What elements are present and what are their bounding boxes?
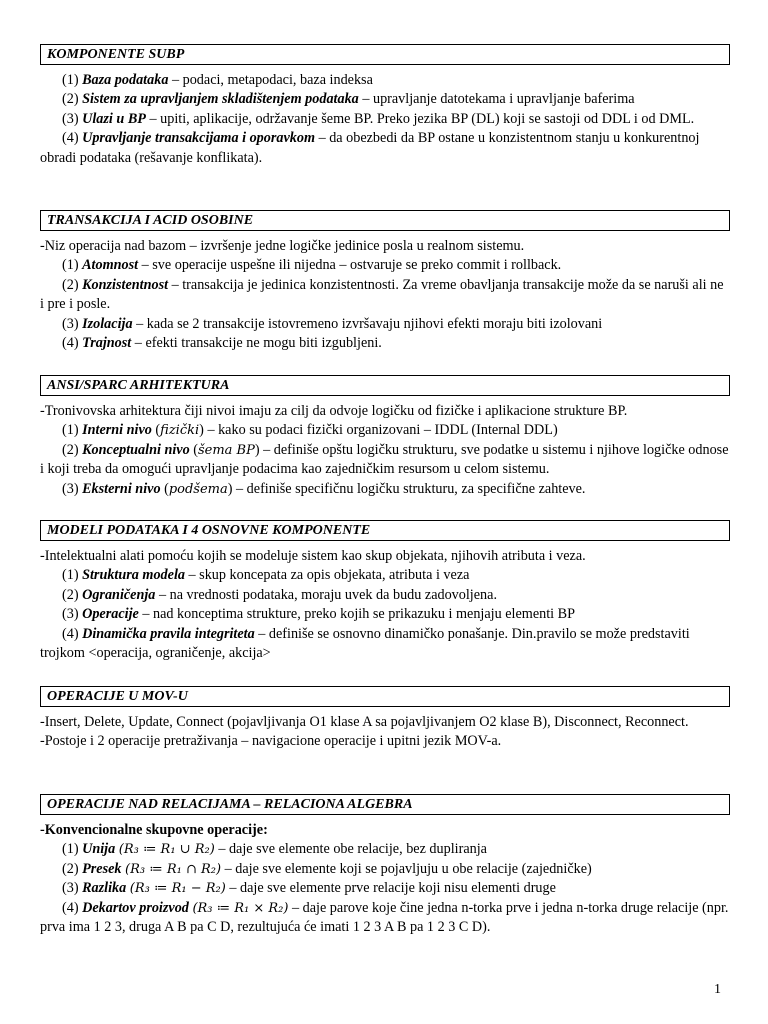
list-item: (3) Razlika (R₃ ≔ R₁ − R₂) – daje sve elemente prve relacije koji nisu elementi druge [62, 880, 556, 897]
list-item: (1) Unija (R₃ ≔ R₁ ∪ R₂) – daje sve elemente obe relacije, bez dupliranja [62, 841, 487, 858]
section-modeli-podataka [40, 520, 730, 663]
list-item: (4) Dekartov proizvod (R₃ ≔ R₁ × R₂) – daje parove koje čine jedna n-torka prve i jedna n-torka druge relacije (npr. prva ima 1 2 3, druga A B pa C D, rezultujuća će imati 1 2 3 A B pa 1 2 3 C D). [40, 899, 729, 936]
section-heading: MODELI PODATAKA I 4 OSNOVNE KOMPONENTE [40, 520, 730, 541]
formula: (R₃ ≔ R₁ ∩ R₂) [125, 861, 222, 877]
section-heading: KOMPONENTE SUBP [40, 44, 730, 65]
formula: (R₃ ≔ R₁ − R₂) [129, 881, 226, 897]
body-line: -Insert, Delete, Update, Connect (pojavljivanja O1 klase A sa pojavljivanjem O2 klase B), Disconnect, Reconnect. [40, 714, 689, 730]
section-intro: -Tronivovska arhitektura čiji nivoi imaju za cilj da odvoje logičku od fizičke i aplikacione strukture BP. [40, 403, 628, 419]
list-item: (3) Eksterni nivo (podšema) – definiše specifičnu logičku strukturu, za specifične zahteve. [62, 480, 586, 497]
list-item: (2) Presek (R₃ ≔ R₁ ∩ R₂) – daje sve elemente koji se pojavljuju u obe relacije (zajedničke) [62, 860, 592, 877]
list-item: (3) Operacije – nad konceptima strukture, preko kojih se prikazuku i menjaju elementi BP [62, 606, 575, 623]
list-item: (2) Ograničenja – na vrednosti podataka, moraju uvek da budu zadovoljena. [62, 586, 497, 603]
page-number: 1 [714, 982, 721, 997]
formula: (R₃ ≔ R₁ × R₂) [192, 900, 289, 916]
section-ansi-sparc [40, 375, 730, 499]
section-relaciona-algebra [40, 794, 730, 937]
section-intro: -Niz operacija nad bazom – izvršenje jedne logičke jedinice posla u realnom sistemu. [40, 238, 525, 254]
list-item: (2) Konceptualni nivo (šema BP) – definiše opštu logičku strukturu, sve podatke u sistemu i njihove logičke odnose i koji treba da omogući upravljanje podacima kao zajedničkim resursom u celom sistemu. [40, 441, 729, 478]
section-intro: -Intelektualni alati pomoću kojih se modeluje sistem kao skup objekata, njihovih atributa i veza. [40, 548, 586, 564]
list-item: (2) Sistem za upravljanjem skladištenjem podataka – upravljanje datotekama i upravljanje baferima [62, 91, 635, 108]
section-heading: ANSI/SPARC ARHITEKTURA [40, 375, 730, 396]
formula: (R₃ ≔ R₁ ∪ R₂) [118, 842, 215, 858]
subheading: -Konvencionalne skupovne operacije: [40, 822, 268, 838]
section-komponente-subp [40, 44, 730, 168]
section-transakcija-acid [40, 210, 730, 353]
list-item: (1) Baza podataka – podaci, metapodaci, baza indeksa [62, 72, 373, 88]
list-item: (4) Dinamička pravila integriteta – definiše se osnovno dinamičko ponašanje. Din.pravilo se može predstaviti trojkom <operacija, ograničenje, akcija> [40, 625, 690, 662]
list-item: (4) Trajnost – efekti transakcije ne mogu biti izgubljeni. [62, 335, 382, 352]
section-operacije-mov [40, 686, 730, 752]
list-item: (1) Atomnost – sve operacije uspešne ili nijedna – ostvaruje se preko commit i rollback. [62, 257, 562, 274]
body-line: -Postoje i 2 operacije pretraživanja – navigacione operacije i upitni jezik MOV-a. [40, 733, 502, 750]
list-item: (3) Ulazi u BP – upiti, aplikacije, održavanje šeme BP. Preko jezika BP (DL) koji se sastoji od DDL i od DML. [62, 110, 695, 127]
list-item: (4) Upravljanje transakcijama i oporavkom – da obezbedi da BP ostane u konzistentnom stanju u konkurentnoj obradi podataka (rešavanje konflikata). [40, 130, 700, 166]
list-item: (1) Interni nivo (fizički) – kako su podaci fizički organizovani – IDDL (Internal DDL) [62, 422, 558, 439]
section-heading: TRANSAKCIJA I ACID OSOBINE [40, 210, 730, 231]
section-heading: OPERACIJE NAD RELACIJAMA – RELACIONA ALGEBRA [40, 794, 730, 815]
list-item: (2) Konzistentnost – transakcija je jedinica konzistentnosti. Za vreme obavljanja transakcije može da se naruši ali ne i pre i posle. [40, 276, 724, 313]
list-item: (1) Struktura modela – skup koncepata za opis objekata, atributa i veza [62, 567, 470, 584]
list-item: (3) Izolacija – kada se 2 transakcije istovremeno izvršavaju njihovi efekti moraju biti izolovani [62, 315, 603, 332]
section-heading: OPERACIJE U MOV-U [40, 686, 730, 707]
